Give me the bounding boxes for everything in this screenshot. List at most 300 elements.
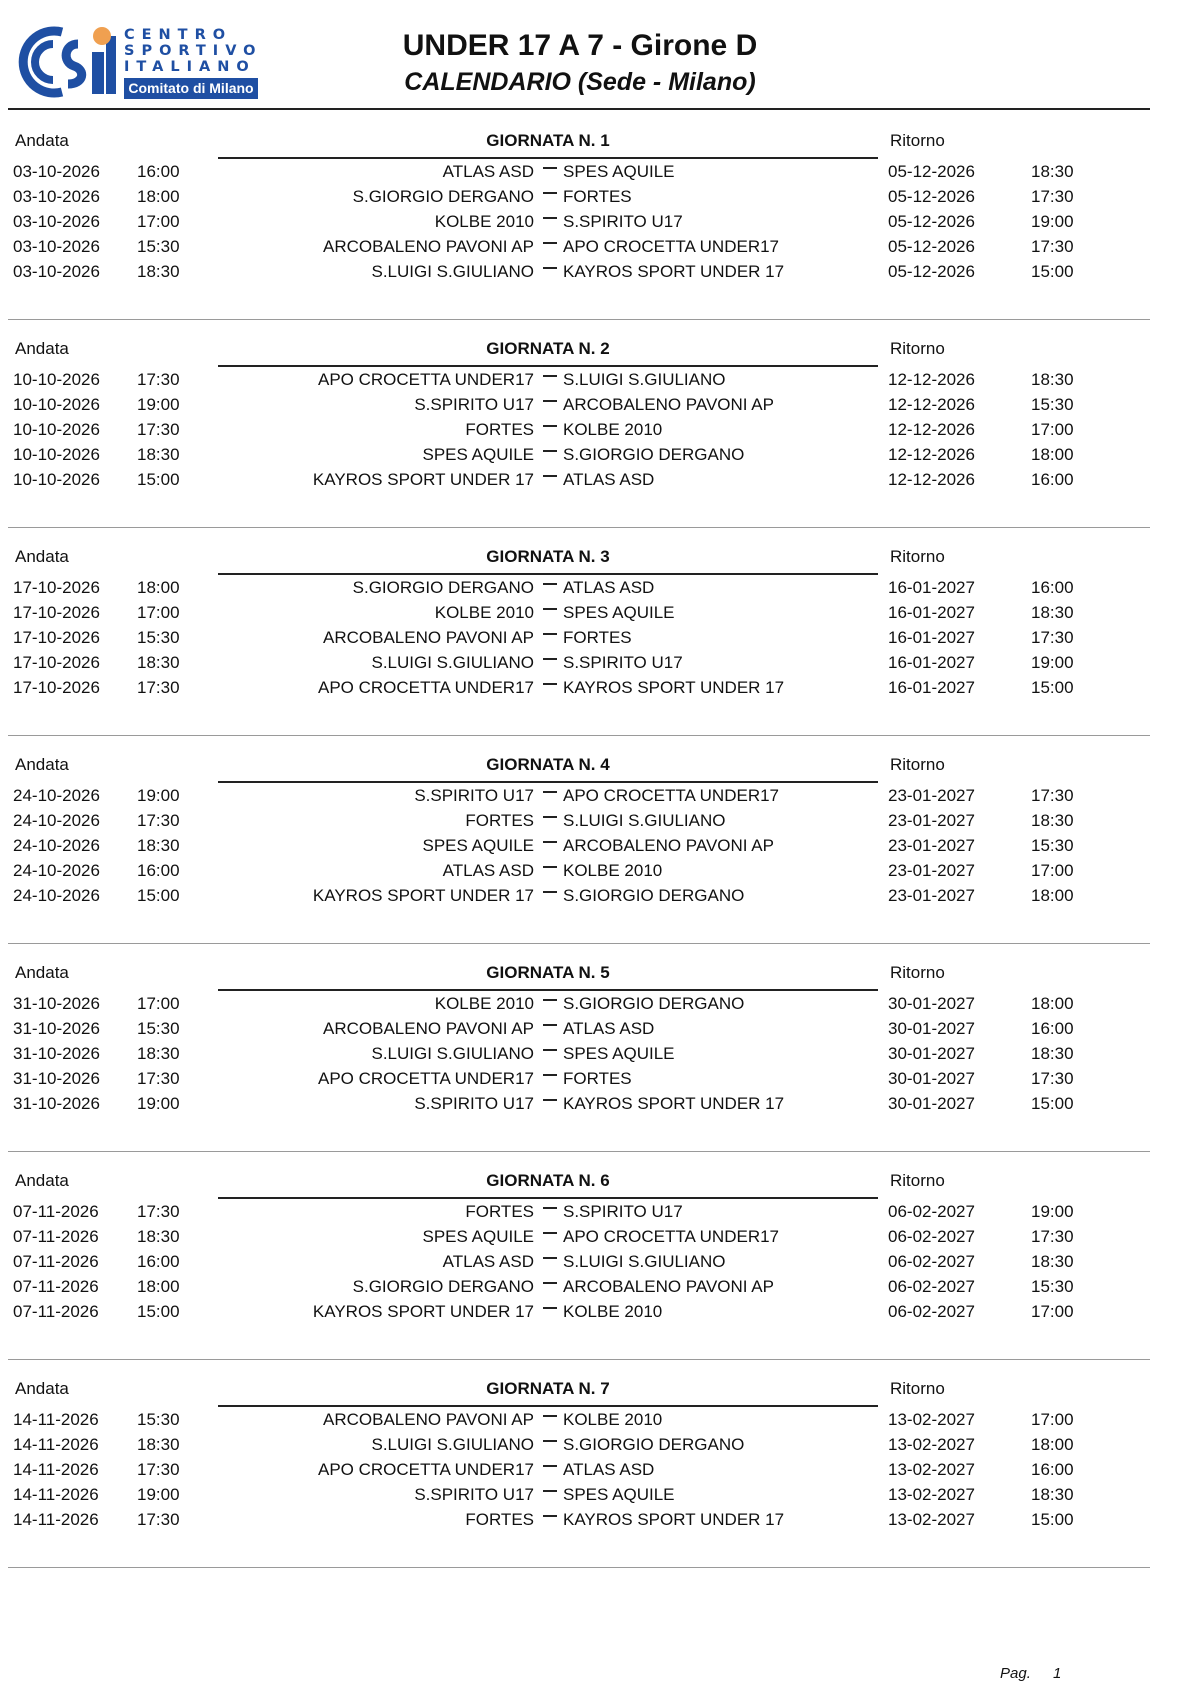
ritorno-time: 16:00 (1031, 470, 1074, 489)
versus-dash (543, 1282, 557, 1284)
versus-dash (543, 1232, 557, 1234)
round-header (8, 130, 1150, 152)
versus-dash (543, 1257, 557, 1259)
home-team: ARCOBALENO PAVONI AP (323, 1019, 534, 1038)
logo-line-3: ITALIANO (124, 59, 256, 75)
andata-time: 16:00 (137, 162, 180, 181)
away-team: S.SPIRITO U17 (563, 653, 683, 672)
home-team: S.GIORGIO DERGANO (352, 578, 534, 597)
logo-line-2: SPORTIVO (124, 43, 263, 59)
ritorno-date: 06-02-2027 (888, 1277, 975, 1296)
match-row (8, 1298, 1150, 1325)
page-footer (1000, 1664, 1061, 1684)
andata-date: 14-11-2026 (13, 1410, 99, 1429)
ritorno-time: 18:00 (1031, 1435, 1074, 1454)
round-section (8, 112, 1150, 320)
andata-time: 17:30 (137, 678, 180, 697)
andata-date: 10-10-2026 (13, 470, 100, 489)
round-header (8, 338, 1150, 360)
match-row (8, 366, 1150, 393)
andata-date: 10-10-2026 (13, 445, 100, 464)
andata-time: 15:30 (137, 1410, 180, 1429)
ritorno-date: 06-02-2027 (888, 1227, 975, 1246)
ritorno-time: 19:00 (1031, 212, 1074, 231)
match-row (8, 1065, 1150, 1092)
away-team: ARCOBALENO PAVONI AP (563, 1277, 774, 1296)
versus-dash (543, 841, 557, 843)
ritorno-date: 16-01-2027 (888, 578, 975, 597)
versus-dash (543, 1024, 557, 1026)
ritorno-time: 18:30 (1031, 1485, 1074, 1504)
match-row (8, 807, 1150, 834)
round-section (8, 320, 1150, 528)
andata-time: 18:00 (137, 187, 180, 206)
round-section (8, 1152, 1150, 1360)
home-team: APO CROCETTA UNDER17 (317, 1069, 534, 1088)
away-team: KAYROS SPORT UNDER 17 (563, 678, 785, 697)
andata-label: Andata (15, 547, 69, 566)
home-team: KAYROS SPORT UNDER 17 (312, 886, 534, 905)
ritorno-date: 05-12-2026 (888, 162, 975, 181)
ritorno-date: 16-01-2027 (888, 678, 975, 697)
versus-dash (543, 400, 557, 402)
home-team: APO CROCETTA UNDER17 (317, 678, 534, 697)
home-team: SPES AQUILE (422, 836, 534, 855)
andata-date: 07-11-2026 (13, 1277, 99, 1296)
ritorno-date: 06-02-2027 (888, 1202, 975, 1221)
away-team: APO CROCETTA UNDER17 (563, 1227, 780, 1246)
match-row (8, 208, 1150, 235)
ritorno-time: 15:00 (1031, 1094, 1074, 1113)
home-team: ATLAS ASD (442, 861, 534, 880)
andata-date: 17-10-2026 (13, 628, 100, 647)
andata-time: 16:00 (137, 861, 180, 880)
andata-time: 17:30 (137, 1460, 180, 1479)
away-team: S.LUIGI S.GIULIANO (563, 811, 726, 830)
versus-dash (543, 1099, 557, 1101)
home-team: KOLBE 2010 (434, 994, 534, 1013)
giornata-title: GIORNATA N. 6 (486, 1171, 610, 1190)
andata-time: 18:30 (137, 1044, 180, 1063)
header-divider (8, 108, 1150, 110)
andata-time: 15:00 (137, 886, 180, 905)
ritorno-time: 17:30 (1031, 237, 1074, 256)
home-team: SPES AQUILE (422, 445, 534, 464)
andata-date: 17-10-2026 (13, 653, 100, 672)
versus-dash (543, 1440, 557, 1442)
ritorno-time: 18:30 (1031, 811, 1074, 830)
round-header (8, 1170, 1150, 1192)
andata-date: 03-10-2026 (13, 237, 100, 256)
andata-time: 17:30 (137, 420, 180, 439)
away-team: FORTES (563, 628, 632, 647)
ritorno-time: 19:00 (1031, 653, 1074, 672)
ritorno-date: 30-01-2027 (888, 1044, 975, 1063)
giornata-title: GIORNATA N. 3 (486, 547, 610, 566)
away-team: S.SPIRITO U17 (563, 1202, 683, 1221)
away-team: ATLAS ASD (563, 1460, 655, 1479)
document-title: UNDER 17 A 7 - Girone D (402, 29, 758, 62)
ritorno-label: Ritorno (890, 1379, 945, 1398)
ritorno-date: 23-01-2027 (888, 861, 975, 880)
away-team: S.LUIGI S.GIULIANO (563, 1252, 726, 1271)
home-team: S.GIORGIO DERGANO (352, 1277, 534, 1296)
away-team: ATLAS ASD (563, 1019, 655, 1038)
ritorno-time: 18:30 (1031, 1252, 1074, 1271)
andata-date: 14-11-2026 (13, 1485, 99, 1504)
ritorno-date: 30-01-2027 (888, 994, 975, 1013)
andata-time: 18:30 (137, 653, 180, 672)
andata-date: 31-10-2026 (13, 1044, 100, 1063)
andata-label: Andata (15, 963, 69, 982)
andata-date: 14-11-2026 (13, 1435, 99, 1454)
andata-date: 24-10-2026 (13, 811, 100, 830)
ritorno-date: 13-02-2027 (888, 1485, 975, 1504)
versus-dash (543, 866, 557, 868)
andata-date: 17-10-2026 (13, 578, 100, 597)
ritorno-time: 17:30 (1031, 786, 1074, 805)
match-row (8, 599, 1150, 626)
ritorno-time: 18:00 (1031, 886, 1074, 905)
versus-dash (543, 425, 557, 427)
versus-dash (543, 791, 557, 793)
home-team: ATLAS ASD (442, 1252, 534, 1271)
andata-date: 14-11-2026 (13, 1510, 99, 1529)
home-team: ATLAS ASD (442, 162, 534, 181)
versus-dash (543, 1490, 557, 1492)
ritorno-time: 15:00 (1031, 678, 1074, 697)
andata-date: 10-10-2026 (13, 370, 100, 389)
versus-dash (543, 1074, 557, 1076)
away-team: ARCOBALENO PAVONI AP (563, 836, 774, 855)
ritorno-date: 12-12-2026 (888, 470, 975, 489)
andata-time: 15:30 (137, 1019, 180, 1038)
ritorno-date: 30-01-2027 (888, 1069, 975, 1088)
match-row (8, 1406, 1150, 1433)
versus-dash (543, 267, 557, 269)
andata-time: 17:30 (137, 370, 180, 389)
ritorno-time: 16:00 (1031, 1019, 1074, 1038)
versus-dash (543, 475, 557, 477)
away-team: FORTES (563, 187, 632, 206)
away-team: APO CROCETTA UNDER17 (563, 786, 780, 805)
andata-time: 19:00 (137, 1094, 180, 1113)
versus-dash (543, 1465, 557, 1467)
away-team: ATLAS ASD (563, 578, 655, 597)
home-team: S.SPIRITO U17 (414, 1094, 534, 1113)
away-team: KAYROS SPORT UNDER 17 (563, 1094, 785, 1113)
ritorno-date: 13-02-2027 (888, 1435, 975, 1454)
match-row (8, 1481, 1150, 1508)
match-row (8, 882, 1150, 909)
match-row (8, 674, 1150, 701)
ritorno-time: 18:30 (1031, 603, 1074, 622)
ritorno-time: 15:00 (1031, 262, 1074, 281)
home-team: APO CROCETTA UNDER17 (317, 1460, 534, 1479)
match-row (8, 441, 1150, 468)
ritorno-label: Ritorno (890, 131, 945, 150)
andata-date: 24-10-2026 (13, 861, 100, 880)
match-row (8, 624, 1150, 651)
andata-date: 17-10-2026 (13, 603, 100, 622)
versus-dash (543, 1207, 557, 1209)
ritorno-time: 18:30 (1031, 1044, 1074, 1063)
ritorno-time: 17:30 (1031, 1227, 1074, 1246)
andata-time: 15:30 (137, 237, 180, 256)
andata-date: 17-10-2026 (13, 678, 100, 697)
versus-dash (543, 816, 557, 818)
andata-date: 07-11-2026 (13, 1227, 99, 1246)
ritorno-label: Ritorno (890, 1171, 945, 1190)
andata-date: 31-10-2026 (13, 1019, 100, 1038)
round-section (8, 1360, 1150, 1568)
away-team: S.LUIGI S.GIULIANO (563, 370, 726, 389)
match-row (8, 183, 1150, 210)
andata-label: Andata (15, 339, 69, 358)
away-team: KOLBE 2010 (563, 861, 663, 880)
andata-label: Andata (15, 1171, 69, 1190)
match-row (8, 1456, 1150, 1483)
home-team: FORTES (465, 420, 534, 439)
andata-date: 31-10-2026 (13, 994, 100, 1013)
ritorno-date: 05-12-2026 (888, 212, 975, 231)
andata-date: 14-11-2026 (13, 1460, 99, 1479)
andata-date: 07-11-2026 (13, 1202, 99, 1221)
match-row (8, 466, 1150, 493)
away-team: APO CROCETTA UNDER17 (563, 237, 780, 256)
andata-time: 18:30 (137, 262, 180, 281)
andata-date: 24-10-2026 (13, 886, 100, 905)
ritorno-date: 30-01-2027 (888, 1094, 975, 1113)
logo-wordmark (124, 27, 263, 75)
andata-time: 19:00 (137, 786, 180, 805)
document-subtitle: CALENDARIO (Sede - Milano) (404, 68, 756, 96)
ritorno-time: 17:00 (1031, 1410, 1074, 1429)
ritorno-date: 23-01-2027 (888, 836, 975, 855)
ritorno-date: 23-01-2027 (888, 786, 975, 805)
andata-date: 31-10-2026 (13, 1069, 100, 1088)
ritorno-date: 23-01-2027 (888, 886, 975, 905)
ritorno-date: 06-02-2027 (888, 1302, 975, 1321)
giornata-title: GIORNATA N. 2 (486, 339, 610, 358)
away-team: SPES AQUILE (563, 162, 675, 181)
ritorno-date: 23-01-2027 (888, 811, 975, 830)
versus-dash (543, 1415, 557, 1417)
home-team: S.SPIRITO U17 (414, 1485, 534, 1504)
match-row (8, 1506, 1150, 1533)
home-team: FORTES (465, 811, 534, 830)
versus-dash (543, 167, 557, 169)
andata-date: 03-10-2026 (13, 187, 100, 206)
page-label: Pag. (1000, 1665, 1031, 1682)
ritorno-date: 05-12-2026 (888, 187, 975, 206)
home-team: S.SPIRITO U17 (414, 786, 534, 805)
home-team: SPES AQUILE (422, 1227, 534, 1246)
giornata-title: GIORNATA N. 1 (486, 131, 610, 150)
match-row (8, 258, 1150, 285)
match-row (8, 574, 1150, 601)
round-header (8, 1378, 1150, 1400)
andata-time: 17:30 (137, 811, 180, 830)
away-team: KOLBE 2010 (563, 420, 663, 439)
andata-date: 31-10-2026 (13, 1094, 100, 1113)
away-team: KAYROS SPORT UNDER 17 (563, 1510, 785, 1529)
logo-committee: Comitato di Milano (124, 78, 258, 99)
csi-logo (6, 22, 263, 102)
home-team: KOLBE 2010 (434, 212, 534, 231)
match-row (8, 158, 1150, 185)
versus-dash (543, 583, 557, 585)
versus-dash (543, 633, 557, 635)
ritorno-label: Ritorno (890, 339, 945, 358)
ritorno-time: 17:30 (1031, 628, 1074, 647)
versus-dash (543, 1515, 557, 1517)
andata-time: 18:30 (137, 1227, 180, 1246)
andata-time: 18:30 (137, 445, 180, 464)
ritorno-time: 15:30 (1031, 395, 1074, 414)
ritorno-date: 12-12-2026 (888, 395, 975, 414)
match-row (8, 1198, 1150, 1225)
versus-dash (543, 608, 557, 610)
ritorno-time: 17:00 (1031, 861, 1074, 880)
andata-time: 19:00 (137, 395, 180, 414)
away-team: KAYROS SPORT UNDER 17 (563, 262, 785, 281)
match-row (8, 832, 1150, 859)
ritorno-time: 17:30 (1031, 187, 1074, 206)
home-team: S.LUIGI S.GIULIANO (371, 1044, 534, 1063)
giornata-title: GIORNATA N. 7 (486, 1379, 610, 1398)
match-row (8, 1273, 1150, 1300)
home-team: ARCOBALENO PAVONI AP (323, 1410, 534, 1429)
ritorno-date: 16-01-2027 (888, 653, 975, 672)
away-team: S.GIORGIO DERGANO (563, 1435, 745, 1454)
ritorno-time: 18:30 (1031, 162, 1074, 181)
ritorno-date: 16-01-2027 (888, 628, 975, 647)
home-team: KOLBE 2010 (434, 603, 534, 622)
andata-label: Andata (15, 755, 69, 774)
home-team: S.LUIGI S.GIULIANO (371, 1435, 534, 1454)
ritorno-time: 18:00 (1031, 994, 1074, 1013)
andata-date: 03-10-2026 (13, 262, 100, 281)
match-row (8, 1431, 1150, 1458)
andata-time: 16:00 (137, 1252, 180, 1271)
ritorno-date: 12-12-2026 (888, 445, 975, 464)
ritorno-date: 16-01-2027 (888, 603, 975, 622)
andata-time: 17:00 (137, 212, 180, 231)
andata-label: Andata (15, 1379, 69, 1398)
andata-time: 15:00 (137, 470, 180, 489)
match-row (8, 649, 1150, 676)
versus-dash (543, 450, 557, 452)
home-team: KAYROS SPORT UNDER 17 (312, 470, 534, 489)
versus-dash (543, 192, 557, 194)
ritorno-time: 17:00 (1031, 1302, 1074, 1321)
ritorno-time: 16:00 (1031, 578, 1074, 597)
versus-dash (543, 658, 557, 660)
match-row (8, 1040, 1150, 1067)
home-team: FORTES (465, 1510, 534, 1529)
andata-date: 07-11-2026 (13, 1252, 99, 1271)
andata-time: 19:00 (137, 1485, 180, 1504)
away-team: SPES AQUILE (563, 1044, 675, 1063)
match-row (8, 1090, 1150, 1117)
match-row (8, 233, 1150, 260)
home-team: ARCOBALENO PAVONI AP (323, 628, 534, 647)
andata-time: 18:30 (137, 1435, 180, 1454)
round-header (8, 962, 1150, 984)
csi-logo-mark-icon (6, 22, 124, 102)
match-row (8, 990, 1150, 1017)
home-team: S.LUIGI S.GIULIANO (371, 262, 534, 281)
ritorno-date: 06-02-2027 (888, 1252, 975, 1271)
away-team: S.GIORGIO DERGANO (563, 445, 745, 464)
match-row (8, 782, 1150, 809)
page-number: 1 (1053, 1665, 1062, 1682)
ritorno-time: 17:30 (1031, 1069, 1074, 1088)
andata-date: 07-11-2026 (13, 1302, 99, 1321)
match-row (8, 1015, 1150, 1042)
ritorno-date: 13-02-2027 (888, 1460, 975, 1479)
ritorno-date: 30-01-2027 (888, 1019, 975, 1038)
away-team: FORTES (563, 1069, 632, 1088)
match-row (8, 416, 1150, 443)
away-team: KOLBE 2010 (563, 1410, 663, 1429)
andata-date: 03-10-2026 (13, 212, 100, 231)
ritorno-time: 15:30 (1031, 836, 1074, 855)
andata-time: 17:30 (137, 1510, 180, 1529)
ritorno-time: 19:00 (1031, 1202, 1074, 1221)
away-team: S.GIORGIO DERGANO (563, 994, 745, 1013)
away-team: SPES AQUILE (563, 603, 675, 622)
versus-dash (543, 217, 557, 219)
andata-time: 18:00 (137, 578, 180, 597)
home-team: ARCOBALENO PAVONI AP (323, 237, 534, 256)
versus-dash (543, 1307, 557, 1309)
ritorno-date: 12-12-2026 (888, 370, 975, 389)
versus-dash (543, 999, 557, 1001)
versus-dash (543, 242, 557, 244)
giornata-title: GIORNATA N. 5 (486, 963, 610, 982)
home-team: KAYROS SPORT UNDER 17 (312, 1302, 534, 1321)
andata-time: 17:00 (137, 603, 180, 622)
away-team: S.GIORGIO DERGANO (563, 886, 745, 905)
round-header (8, 546, 1150, 568)
away-team: S.SPIRITO U17 (563, 212, 683, 231)
versus-dash (543, 891, 557, 893)
away-team: ATLAS ASD (563, 470, 655, 489)
ritorno-date: 13-02-2027 (888, 1510, 975, 1529)
logo-line-1: CENTRO (124, 27, 233, 43)
away-team: ARCOBALENO PAVONI AP (563, 395, 774, 414)
home-team: S.LUIGI S.GIULIANO (371, 653, 534, 672)
away-team: KOLBE 2010 (563, 1302, 663, 1321)
match-row (8, 391, 1150, 418)
ritorno-time: 15:00 (1031, 1510, 1074, 1529)
rounds-list (8, 112, 1150, 1568)
andata-time: 17:30 (137, 1202, 180, 1221)
match-row (8, 857, 1150, 884)
andata-label: Andata (15, 131, 69, 150)
ritorno-time: 15:30 (1031, 1277, 1074, 1296)
versus-dash (543, 683, 557, 685)
ritorno-time: 16:00 (1031, 1460, 1074, 1479)
round-section (8, 944, 1150, 1152)
ritorno-time: 18:00 (1031, 445, 1074, 464)
ritorno-date: 05-12-2026 (888, 237, 975, 256)
round-section (8, 736, 1150, 944)
andata-date: 24-10-2026 (13, 836, 100, 855)
andata-time: 18:00 (137, 1277, 180, 1296)
